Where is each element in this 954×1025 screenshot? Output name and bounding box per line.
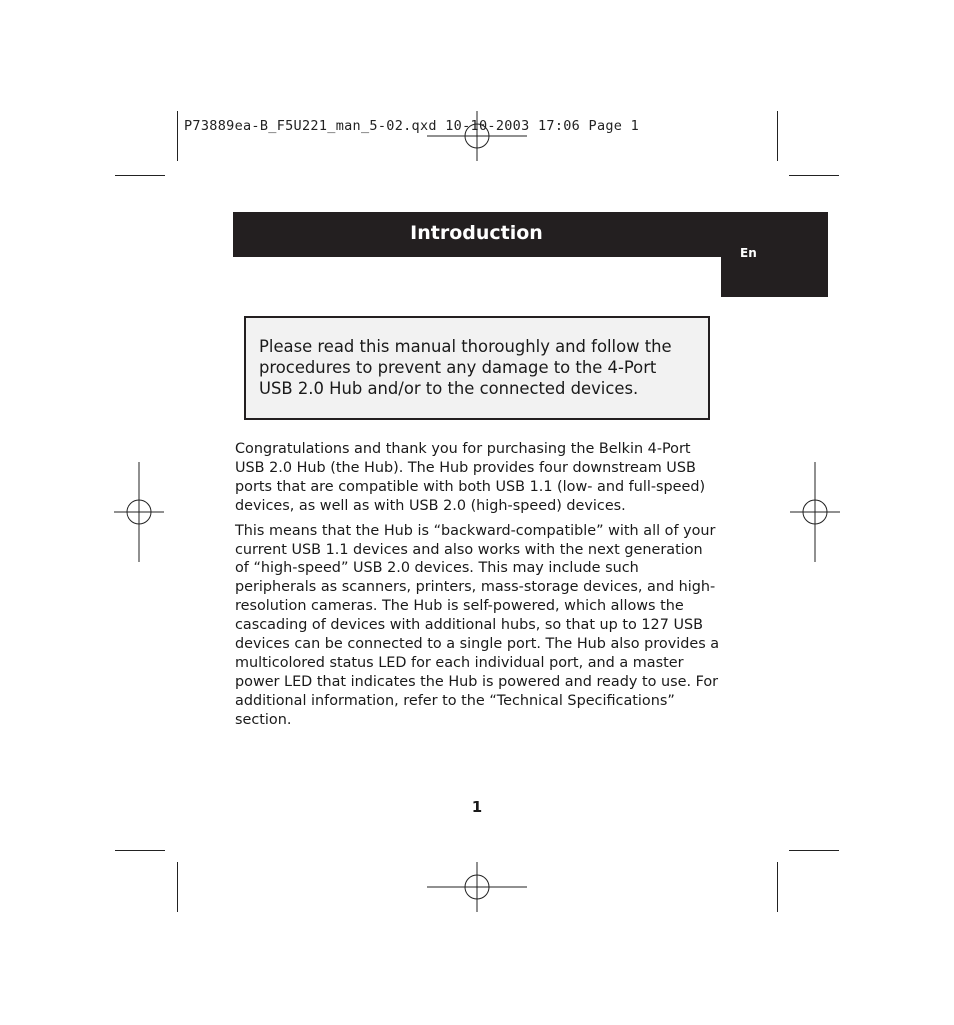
body-text: [235, 440, 721, 736]
crop-mark-bottom-left-vertical: [177, 862, 178, 912]
crop-mark-bottom-left-horizontal: [115, 850, 165, 851]
registration-mark-top-icon: [427, 111, 527, 161]
crop-mark-bottom-right-vertical: [777, 862, 778, 912]
warning-notice-text: Please read this manual thoroughly and follow the procedures to prevent any damage to the 4-Port USB 2.0 Hub and/or to the connected devices.: [259, 337, 672, 398]
language-tab: [721, 257, 828, 297]
registration-mark-left-icon: [114, 462, 164, 562]
crop-mark-top-right-horizontal: [789, 175, 839, 176]
registration-mark-bottom-icon: [427, 862, 527, 912]
crop-mark-bottom-right-horizontal: [789, 850, 839, 851]
warning-notice-box: [244, 316, 710, 420]
crop-mark-top-right-vertical: [777, 111, 778, 161]
body-paragraph: This means that the Hub is “backward-compatible” with all of your current USB 1.1 devices and also works with the next generation of “high-speed” USB 2.0 devices. This may include such peripherals as scanners, printers, mass-storage devices, and high-resolution cameras. The Hub is self-powered, which allows the cascading of devices with additional hubs, so that up to 127 USB devices can be connected to a single port. The Hub also provides a multicolored status LED for each individual port, and a master power LED that indicates the Hub is powered and ready to use. For additional information, refer to the “Technical Specifications” section.: [235, 522, 720, 728]
crop-mark-top-left-vertical: [177, 111, 178, 161]
language-tab-label: En: [740, 246, 757, 260]
section-title: Introduction: [410, 222, 543, 244]
body-paragraph: Congratulations and thank you for purchasing the Belkin 4-Port USB 2.0 Hub (the Hub). The Hub provides four downstream USB ports that are compatible with both USB 1.1 (low- and full-speed) devices, as well as with USB 2.0 (high-speed) devices.: [235, 441, 706, 514]
page-number: 1: [471, 798, 483, 816]
crop-mark-top-left-horizontal: [115, 175, 165, 176]
registration-mark-right-icon: [790, 462, 840, 562]
printer-slug-line: P73889ea-B_F5U221_man_5-02.qxd 10-10-2003 17:06 Page 1: [184, 118, 640, 134]
